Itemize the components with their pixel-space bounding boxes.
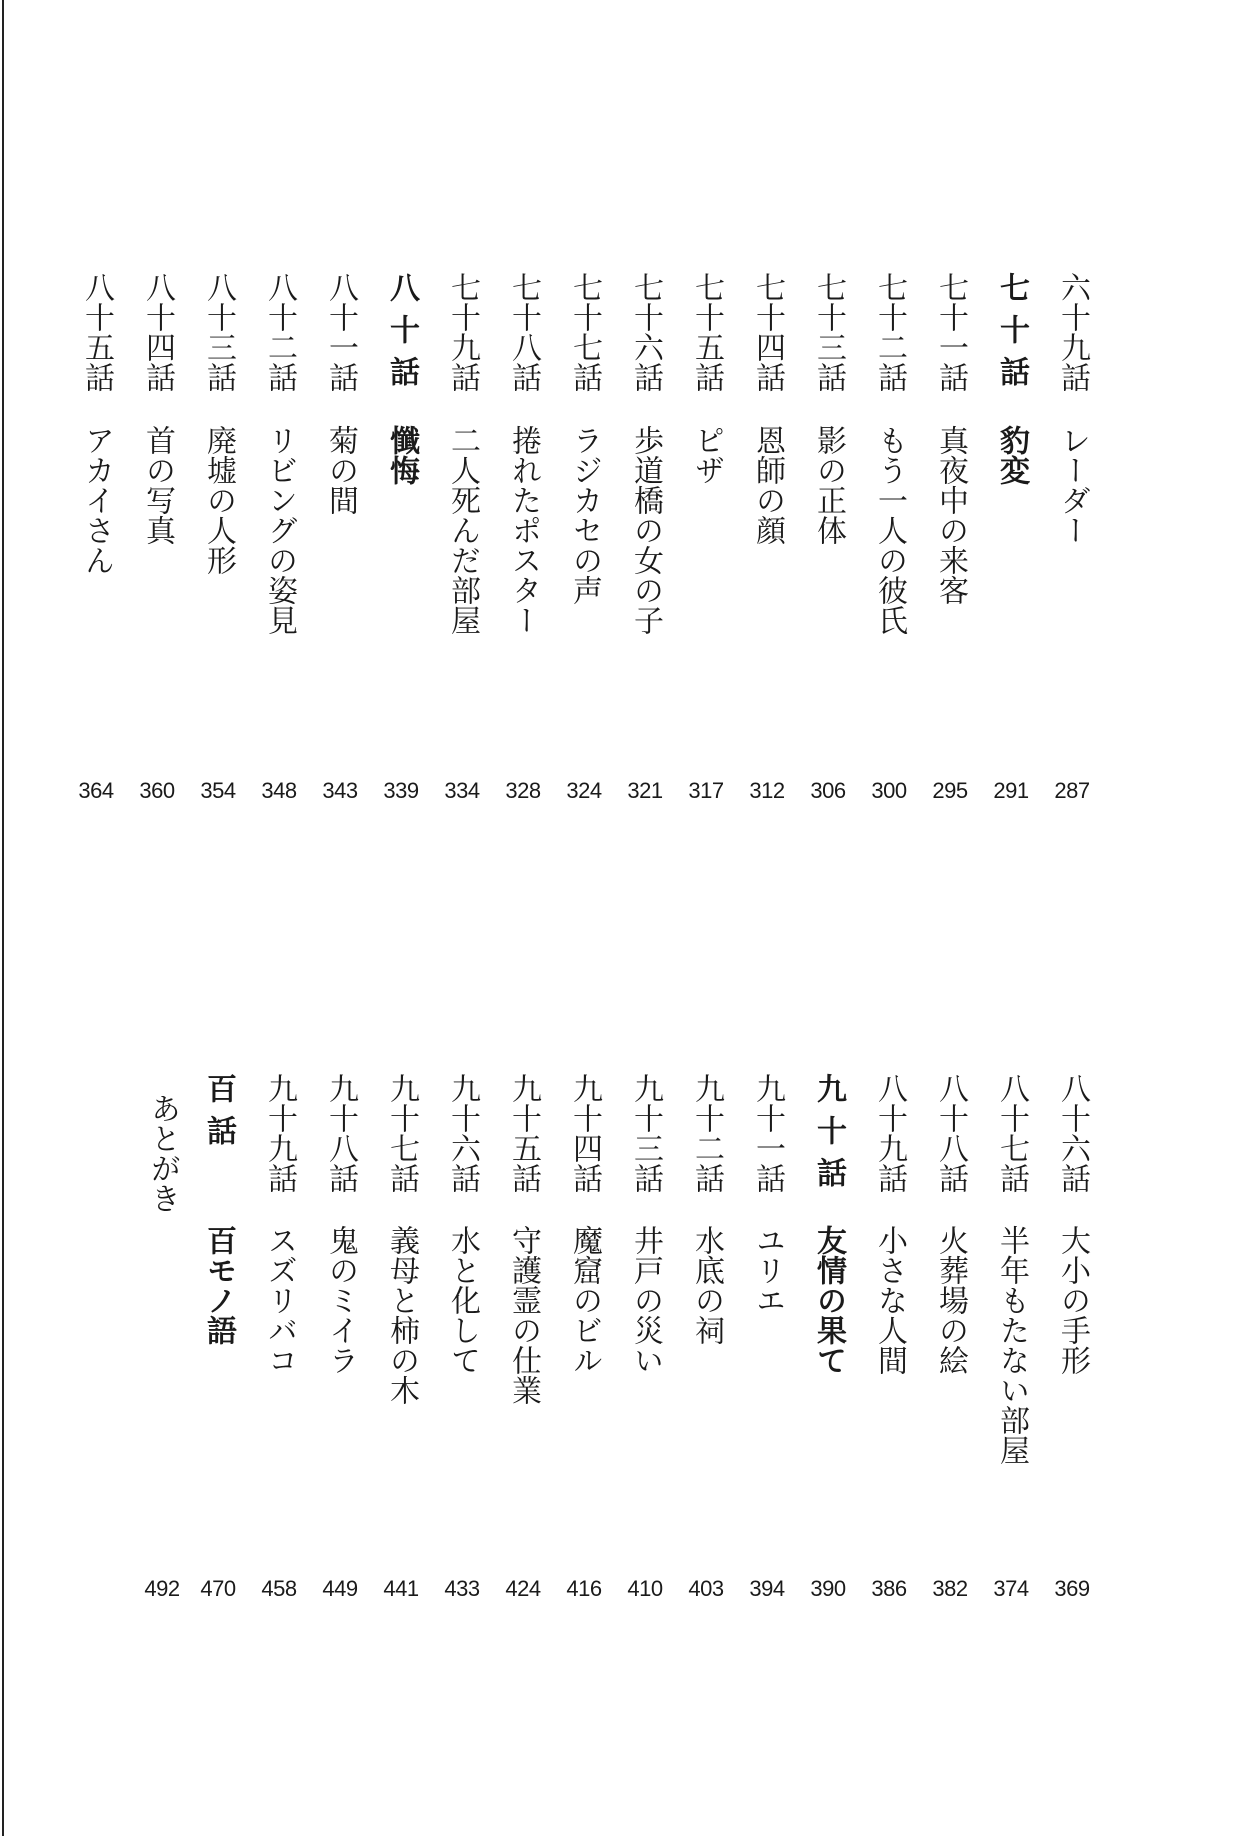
chapter-number: 九十七話 bbox=[384, 1073, 419, 1193]
page-number: 374 bbox=[993, 1576, 1029, 1601]
page-number: 458 bbox=[261, 1576, 297, 1601]
page-number: 348 bbox=[261, 778, 297, 803]
chapter-title: もう一人の彼氏 bbox=[872, 425, 907, 635]
page-number: 295 bbox=[932, 778, 968, 803]
chapter-number: 九十話 bbox=[811, 1073, 846, 1199]
page-number: 364 bbox=[78, 778, 114, 803]
chapter-title: 火葬場の絵 bbox=[933, 1225, 968, 1375]
chapter-number: 九十四話 bbox=[567, 1073, 602, 1193]
chapter-number: 百話 bbox=[201, 1073, 236, 1157]
page-number: 291 bbox=[993, 778, 1029, 803]
chapter-title: 首の写真 bbox=[140, 425, 175, 545]
chapter-title: 懺悔 bbox=[384, 425, 419, 485]
chapter-title: 水と化して bbox=[445, 1225, 480, 1375]
chapter-title: 鬼のミイラ bbox=[323, 1225, 358, 1375]
page-number: 300 bbox=[871, 778, 907, 803]
page-number: 306 bbox=[810, 778, 846, 803]
chapter-title: リビングの姿見 bbox=[262, 425, 297, 635]
page-number: 390 bbox=[810, 1576, 846, 1601]
chapter-number: 八十一話 bbox=[323, 272, 358, 392]
chapter-number: 八十九話 bbox=[872, 1073, 907, 1193]
chapter-number: 七十四話 bbox=[750, 272, 785, 392]
page-number: 287 bbox=[1054, 778, 1090, 803]
page-number: 424 bbox=[505, 1576, 541, 1601]
chapter-number: 七十話 bbox=[994, 272, 1029, 398]
chapter-title: スズリバコ bbox=[262, 1225, 297, 1375]
chapter-title: 大小の手形 bbox=[1055, 1225, 1090, 1375]
chapter-number: 八十二話 bbox=[262, 272, 297, 392]
afterword-label: あとがき bbox=[145, 1093, 180, 1213]
chapter-title: 真夜中の来客 bbox=[933, 425, 968, 605]
chapter-title: 義母と柿の木 bbox=[384, 1225, 419, 1405]
chapter-title: ピザ bbox=[689, 425, 724, 485]
chapter-title: 百モノ語 bbox=[201, 1225, 236, 1345]
page-number: 321 bbox=[627, 778, 663, 803]
chapter-title: 井戸の災い bbox=[628, 1225, 663, 1375]
chapter-number: 七十七話 bbox=[567, 272, 602, 392]
page-number: 403 bbox=[688, 1576, 724, 1601]
chapter-number: 九十五話 bbox=[506, 1073, 541, 1193]
chapter-title: 豹変 bbox=[994, 425, 1029, 485]
chapter-title: 小さな人間 bbox=[872, 1225, 907, 1375]
page-number: 324 bbox=[566, 778, 602, 803]
chapter-title: アカイさん bbox=[79, 425, 114, 575]
page-number: 343 bbox=[322, 778, 358, 803]
page-number: 441 bbox=[383, 1576, 419, 1601]
chapter-number: 九十一話 bbox=[750, 1073, 785, 1193]
chapter-number: 八十四話 bbox=[140, 272, 175, 392]
chapter-title: ラジカセの声 bbox=[567, 425, 602, 605]
chapter-number: 九十二話 bbox=[689, 1073, 724, 1193]
page-number: 360 bbox=[139, 778, 175, 803]
page-number: 312 bbox=[749, 778, 785, 803]
page-number: 470 bbox=[200, 1576, 236, 1601]
page-number: 394 bbox=[749, 1576, 785, 1601]
chapter-number: 七十九話 bbox=[445, 272, 480, 392]
chapter-title: 水底の祠 bbox=[689, 1225, 724, 1345]
chapter-title: 守護霊の仕業 bbox=[506, 1225, 541, 1405]
chapter-title: 廃墟の人形 bbox=[201, 425, 236, 575]
chapter-number: 七十五話 bbox=[689, 272, 724, 392]
chapter-title: 影の正体 bbox=[811, 425, 846, 545]
chapter-title: 歩道橋の女の子 bbox=[628, 425, 663, 635]
chapter-title: ユリエ bbox=[750, 1225, 785, 1315]
chapter-number: 七十八話 bbox=[506, 272, 541, 392]
page-number: 339 bbox=[383, 778, 419, 803]
chapter-number: 九十九話 bbox=[262, 1073, 297, 1193]
chapter-title: レーダー bbox=[1055, 425, 1090, 545]
chapter-number: 八十三話 bbox=[201, 272, 236, 392]
chapter-number: 六十九話 bbox=[1055, 272, 1090, 392]
chapter-title: 捲れたポスター bbox=[506, 425, 541, 635]
chapter-title: 半年もたない部屋 bbox=[994, 1225, 1029, 1465]
chapter-title: 友情の果て bbox=[811, 1225, 846, 1375]
page-number: 369 bbox=[1054, 1576, 1090, 1601]
chapter-title: 恩師の顔 bbox=[750, 425, 785, 545]
chapter-number: 八十話 bbox=[384, 272, 419, 398]
page-number: 354 bbox=[200, 778, 236, 803]
chapter-title: 二人死んだ部屋 bbox=[445, 425, 480, 635]
page-number: 433 bbox=[444, 1576, 480, 1601]
chapter-number: 七十三話 bbox=[811, 272, 846, 392]
chapter-number: 八十七話 bbox=[994, 1073, 1029, 1193]
page-number: 386 bbox=[871, 1576, 907, 1601]
page-number: 317 bbox=[688, 778, 724, 803]
page-number: 449 bbox=[322, 1576, 358, 1601]
chapter-number: 八十八話 bbox=[933, 1073, 968, 1193]
page-number: 410 bbox=[627, 1576, 663, 1601]
chapter-title: 魔窟のビル bbox=[567, 1225, 602, 1375]
chapter-number: 七十二話 bbox=[872, 272, 907, 392]
afterword-page-number: 492 bbox=[144, 1576, 180, 1601]
page-number: 328 bbox=[505, 778, 541, 803]
page-number: 334 bbox=[444, 778, 480, 803]
page-number: 416 bbox=[566, 1576, 602, 1601]
chapter-number: 九十六話 bbox=[445, 1073, 480, 1193]
chapter-number: 九十三話 bbox=[628, 1073, 663, 1193]
chapter-number: 八十五話 bbox=[79, 272, 114, 392]
chapter-number: 七十六話 bbox=[628, 272, 663, 392]
chapter-number: 七十一話 bbox=[933, 272, 968, 392]
chapter-number: 九十八話 bbox=[323, 1073, 358, 1193]
chapter-title: 菊の間 bbox=[323, 425, 358, 515]
chapter-number: 八十六話 bbox=[1055, 1073, 1090, 1193]
page-number: 382 bbox=[932, 1576, 968, 1601]
